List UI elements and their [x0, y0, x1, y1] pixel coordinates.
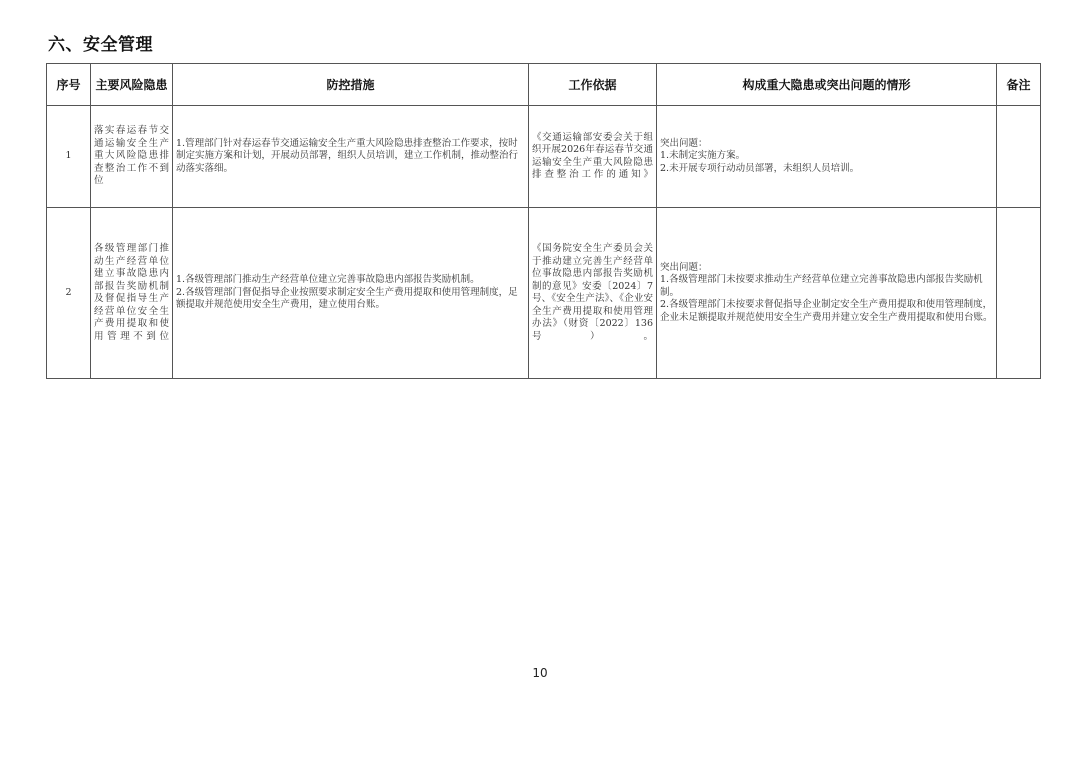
page-number: 10 — [532, 666, 548, 680]
row-number: 1 — [47, 106, 91, 208]
measure-item: 1.管理部门针对春运春节交通运输安全生产重大风险隐患排查整治工作要求，按时制定实施方案和计划，开展动员部署，组织人员培训，建立工作机制，推动整治行动落实落细。 — [176, 137, 519, 174]
table-row — [47, 106, 1041, 208]
situation-line: 2.各级管理部门未按要求督促指导企业制定安全生产费用提取和使用管理制度，企业未足额提取并规范使用安全生产费用并建立安全生产费用提取和使用台账。 — [660, 299, 993, 323]
situation-line: 2.未开展专项行动动员部署，未组织人员培训。 — [660, 162, 860, 174]
risk-cell: 各级管理部门推动生产经营单位建立事故隐患内部报告奖励机制及督促指导生产经营单位安全生产费用提取和使用管理不到位 — [91, 208, 173, 379]
table-row — [47, 208, 1041, 379]
header-risk: 主要风险隐患 — [91, 64, 173, 106]
header-no: 序号 — [47, 64, 91, 106]
situation-cell — [657, 208, 997, 379]
situation-line: 1.未制定实施方案。 — [660, 150, 746, 162]
risk-table — [46, 63, 1041, 379]
basis-cell: 《国务院安全生产委员会关于推动建立完善生产经营单位事故隐患内部报告奖励机制的意见》安委〔2024〕7号、《安全生产法》、《企业安全生产费用提取和使用管理办法》（财资〔2022〕136号）。 — [529, 208, 657, 379]
measure-item: 2.各级管理部门督促指导企业按照要求制定安全生产费用提取和使用管理制度，足额提取并规范使用安全生产费用，建立使用台账。 — [176, 286, 518, 311]
situation-line: 1.各级管理部门未按要求推动生产经营单位建立完善事故隐患内部报告奖励机制。 — [660, 274, 983, 298]
header-remark: 备注 — [997, 64, 1041, 106]
situation-line: 突出问题： — [660, 261, 708, 273]
risk-cell: 落实春运春节交通运输安全生产重大风险隐患排查整治工作不到位 — [91, 106, 173, 208]
header-row — [47, 64, 1041, 106]
basis-cell: 《交通运输部安委会关于组织开展2026年春运春节交通运输安全生产重大风险隐患排查整治工作的通知》 — [529, 106, 657, 208]
header-situation: 构成重大隐患或突出问题的情形 — [657, 64, 997, 106]
remark-cell — [997, 106, 1041, 208]
measure-item: 1.各级管理部门推动生产经营单位建立完善事故隐患内部报告奖励机制。 — [176, 274, 480, 286]
header-basis: 工作依据 — [529, 64, 657, 106]
situation-cell — [657, 106, 997, 208]
measures-cell — [173, 208, 529, 379]
section-title: 六、安全管理 — [48, 35, 153, 55]
header-measures: 防控措施 — [173, 64, 529, 106]
remark-cell — [997, 208, 1041, 379]
situation-line: 突出问题： — [660, 137, 708, 149]
measures-cell — [173, 106, 529, 208]
row-number: 2 — [47, 208, 91, 379]
